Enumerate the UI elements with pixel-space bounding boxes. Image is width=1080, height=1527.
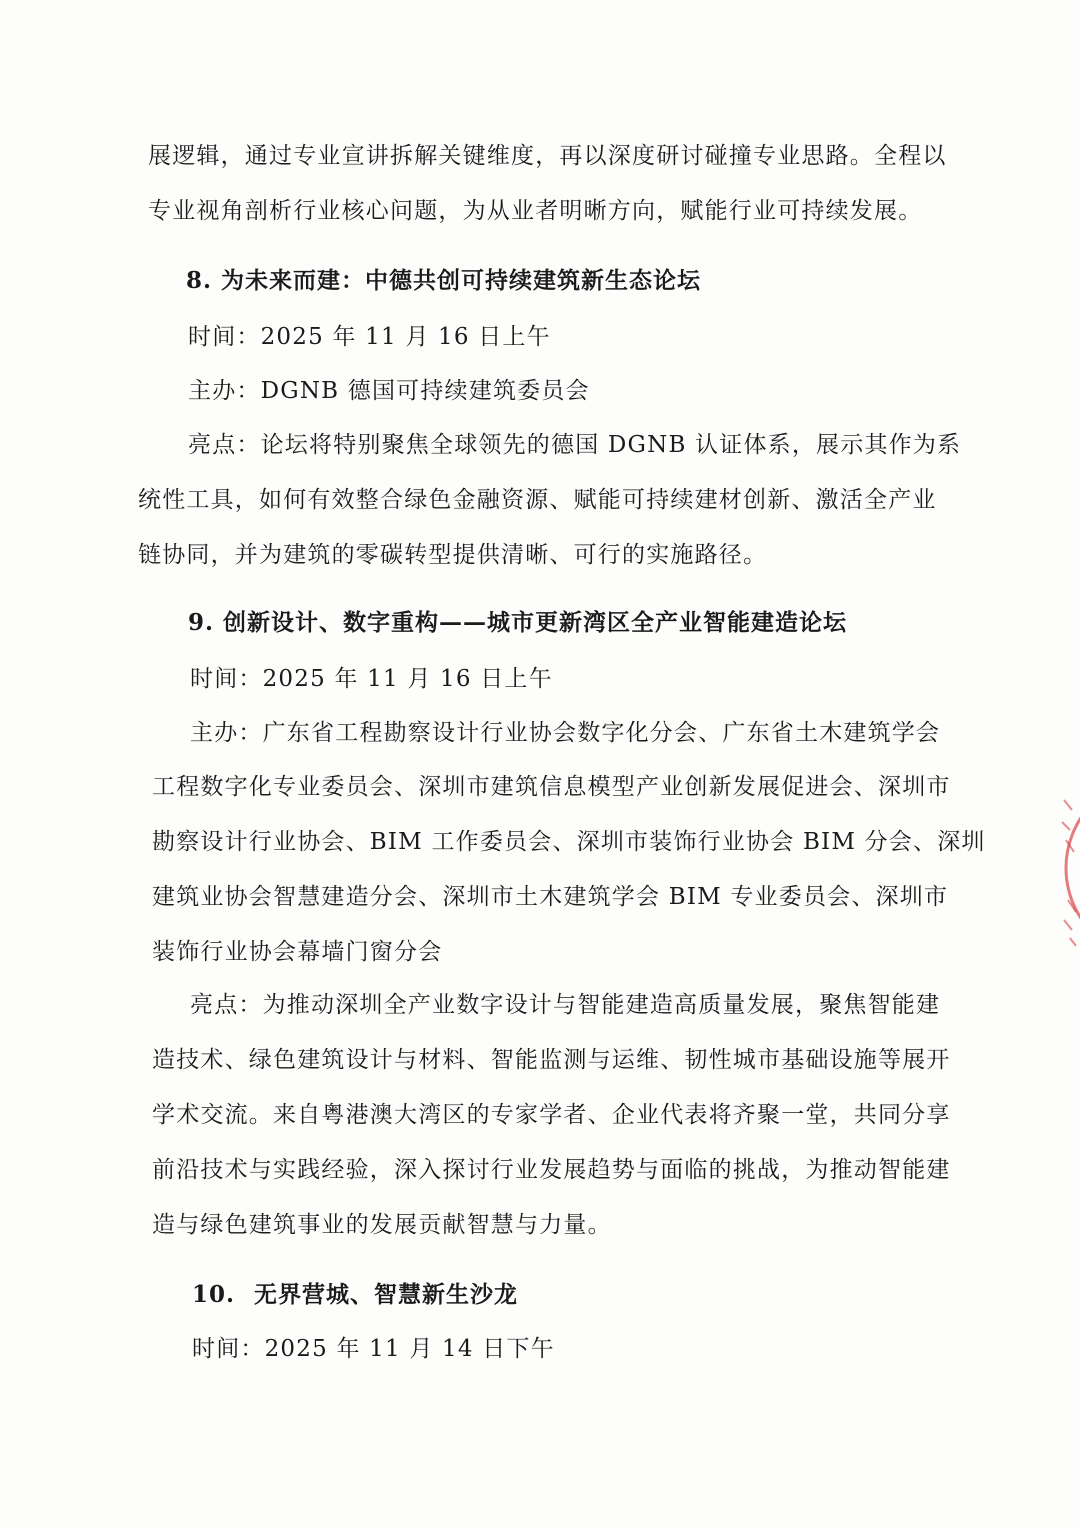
intro-line-1: 展逻辑，通过专业宣讲拆解关键维度，再以深度研讨碰撞专业思路。全程以 [148, 143, 947, 169]
section-9-host-line: 工程数字化专业委员会、深圳市建筑信息模型产业创新发展促进会、深圳市 [152, 774, 951, 800]
section-9-host-line: 装饰行业协会幕墙门窗分会 [152, 939, 443, 965]
section-8-host: 主办：DGNB 德国可持续建筑委员会 [188, 378, 590, 404]
section-9-highlight-line: 亮点：为推动深圳全产业数字设计与智能建造高质量发展，聚焦智能建 [190, 992, 941, 1018]
section-9-highlight-line: 学术交流。来自粤港澳大湾区的专家学者、企业代表将齐聚一堂，共同分享 [152, 1102, 951, 1128]
section-9-host-line: 建筑业协会智慧建造分会、深圳市土木建筑学会 BIM 专业委员会、深圳市 [152, 884, 949, 910]
section-9-host-line: 勘察设计行业协会、BIM 工作委员会、深圳市装饰行业协会 BIM 分会、深圳 [152, 829, 986, 855]
section-9-time: 时间：2025 年 11 月 16 日上午 [190, 666, 553, 692]
official-seal-fragment [1058, 780, 1080, 955]
section-8-highlight-line: 链协同，并为建筑的零碳转型提供清晰、可行的实施路径。 [138, 542, 768, 568]
section-9-title: 9. 创新设计、数字重构——城市更新湾区全产业智能建造论坛 [188, 609, 848, 636]
section-8-highlight-line: 统性工具，如何有效整合绿色金融资源、赋能可持续建材创新、激活全产业 [138, 487, 937, 513]
section-9-highlight-line: 造与绿色建筑事业的发展贡献智慧与力量。 [152, 1212, 612, 1238]
section-9-highlight-line: 造技术、绿色建筑设计与材料、智能监测与运维、韧性城市基础设施等展开 [152, 1047, 951, 1073]
section-9-host-line: 主办：广东省工程勘察设计行业协会数字化分会、广东省土木建筑学会 [190, 720, 941, 746]
section-8-highlight-line: 亮点：论坛将特别聚焦全球领先的德国 DGNB 认证体系，展示其作为系 [188, 432, 962, 458]
section-8-title: 8. 为未来而建：中德共创可持续建筑新生态论坛 [186, 267, 702, 294]
section-8-time: 时间：2025 年 11 月 16 日上午 [188, 324, 551, 350]
section-10-time: 时间：2025 年 11 月 14 日下午 [192, 1336, 555, 1362]
section-10-title: 无界营城、智慧新生沙龙 [254, 1281, 518, 1308]
section-9-highlight-line: 前沿技术与实践经验，深入探讨行业发展趋势与面临的挑战，为推动智能建 [152, 1157, 951, 1183]
intro-line-2: 专业视角剖析行业核心问题，为从业者明晰方向，赋能行业可持续发展。 [148, 198, 923, 224]
section-10-number: 10. [192, 1281, 236, 1308]
